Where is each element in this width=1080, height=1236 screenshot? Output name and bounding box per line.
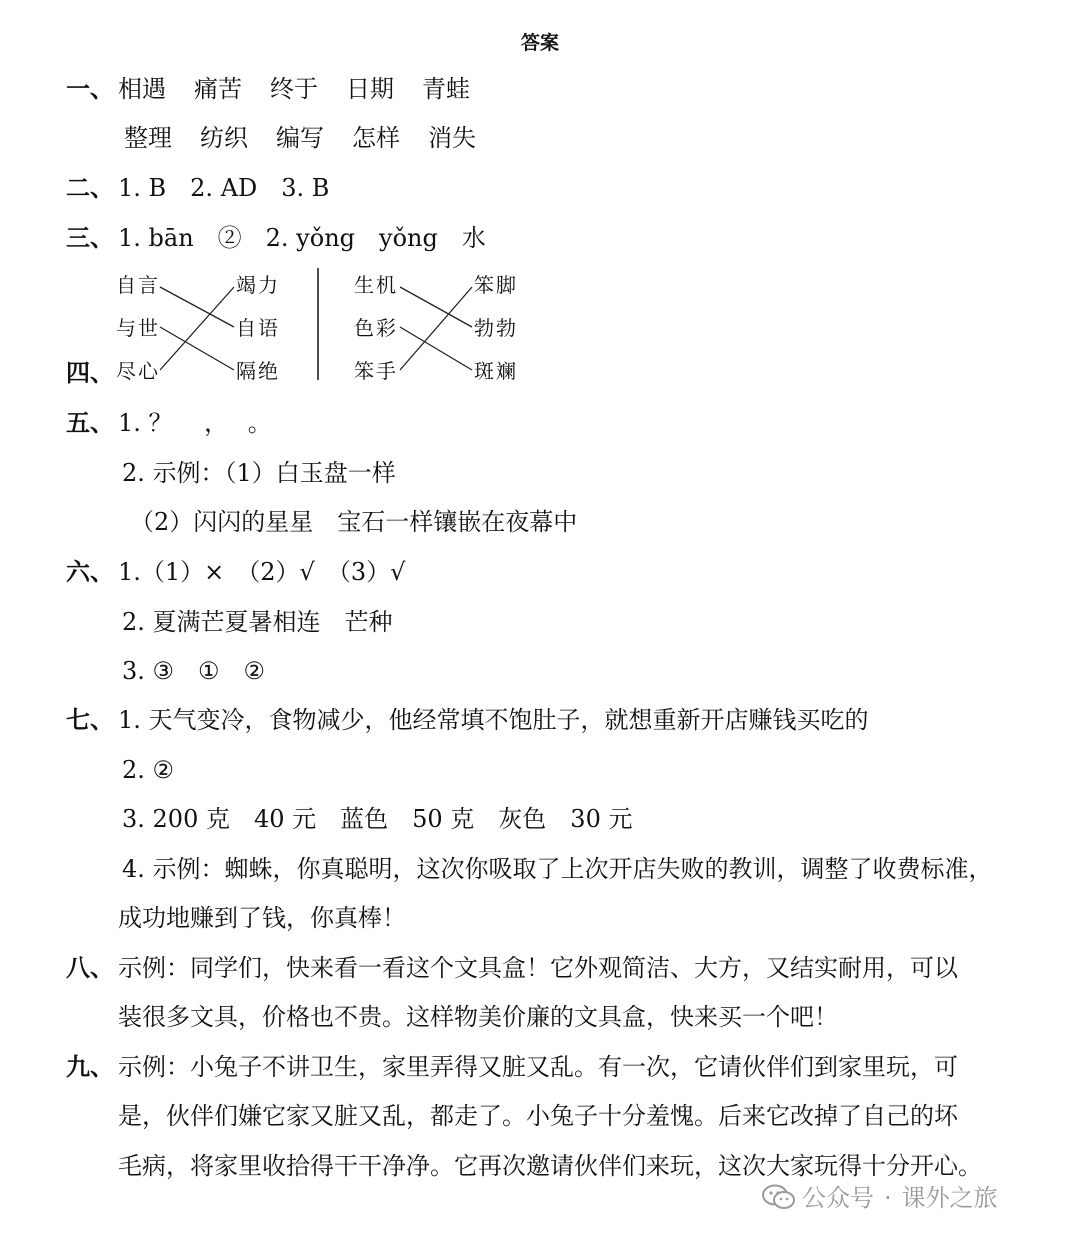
match-term: 色彩 [354,316,398,340]
section-4-number: 四、 [66,358,114,387]
s1-word: 怎样 [352,124,400,152]
match-line [160,327,234,370]
page-title: 答案 [520,32,559,54]
watermark-account: 课外之旅 [901,1184,998,1212]
s1-word: 青蛙 [422,75,470,103]
s9-line: 是，伙伴们嫌它家又脏又乱，都走了。小兔子十分羞愧。后来它改掉了自己的坏 [118,1102,958,1130]
section-1-number: 一、 [66,74,114,103]
s7-line: 成功地赚到了钱，你真棒！ [118,904,406,932]
match-line [400,327,472,370]
match-line [400,287,472,370]
match-term: 竭力 [236,273,280,297]
s7-line: 2. ② [122,756,175,784]
match-term: 隔绝 [236,359,280,383]
match-term: 笨手 [354,359,398,383]
match-term: 勃勃 [474,316,518,340]
s7-line: 4. 示例：蜘蛛，你真聪明，这次你吸取了上次开店失败的教训，调整了收费标准， [122,855,993,883]
watermark-separator: · [884,1184,892,1212]
s2-answer: 1. B 2. AD 3. B [118,174,330,202]
s1-word: 纺织 [200,124,248,152]
s5-line: （2）闪闪的星星 宝石一样镶嵌在夜幕中 [130,508,578,536]
match-term: 自语 [236,316,280,340]
match-line [160,287,234,327]
s1-word: 终于 [270,75,318,103]
s3-answer: 1. bān ② 2. yǒng yǒng 水 [118,224,486,252]
s9-line: 示例：小兔子不讲卫生，家里弄得又脏又乱。有一次，它请伙伴们到家里玩，可 [118,1053,958,1081]
s6-line: 3. ③ ① ② [122,657,266,685]
section-9-number: 九、 [66,1052,114,1081]
match-term: 笨脚 [474,273,518,297]
s8-line: 示例：同学们，快来看一看这个文具盒！它外观简洁、大方，又结实耐用，可以 [118,954,958,982]
match-line [400,287,472,327]
watermark [762,1178,998,1213]
s9-line: 毛病，将家里收拾得干干净净。它再次邀请伙伴们来玩，这次大家玩得十分开心。 [118,1152,982,1180]
s1-word: 整理 [124,124,172,152]
match-line [160,287,234,370]
s5-line: 1. ？ ， 。 [118,409,272,437]
s7-line: 3. 200 克 40 元 蓝色 50 克 灰色 30 元 [122,805,633,833]
s1-word: 相遇 [118,75,166,103]
match-term: 尽心 [116,359,160,383]
s6-line: 2. 夏满芒夏暑相连 芒种 [122,608,393,636]
s8-line: 装很多文具，价格也不贵。这样物美价廉的文具盒，快来买一个吧！ [118,1003,838,1031]
wechat-icon [762,1184,796,1210]
section-3-number: 三、 [66,223,114,252]
s1-word: 编写 [276,124,324,152]
s7-line: 1. 天气变冷，食物减少，他经常填不饱肚子，就想重新开店赚钱买吃的 [118,706,869,734]
s1-word: 痛苦 [194,75,242,103]
section-8-number: 八、 [66,953,114,982]
watermark-label: 公众号 [802,1184,874,1212]
match-term: 自言 [116,273,160,297]
s1-word: 日期 [346,75,394,103]
section-7-number: 七、 [66,705,114,734]
s1-word: 消失 [428,124,476,152]
match-term: 生机 [354,273,398,297]
s5-line: 2. 示例：（1）白玉盘一样 [122,459,396,487]
match-term: 斑斓 [474,359,518,383]
s6-line: 1.（1）× （2）√ （3）√ [118,558,406,586]
section-5-number: 五、 [66,408,114,437]
section-6-number: 六、 [66,557,114,586]
match-term: 与世 [116,316,160,340]
section-2-number: 二、 [66,173,114,202]
